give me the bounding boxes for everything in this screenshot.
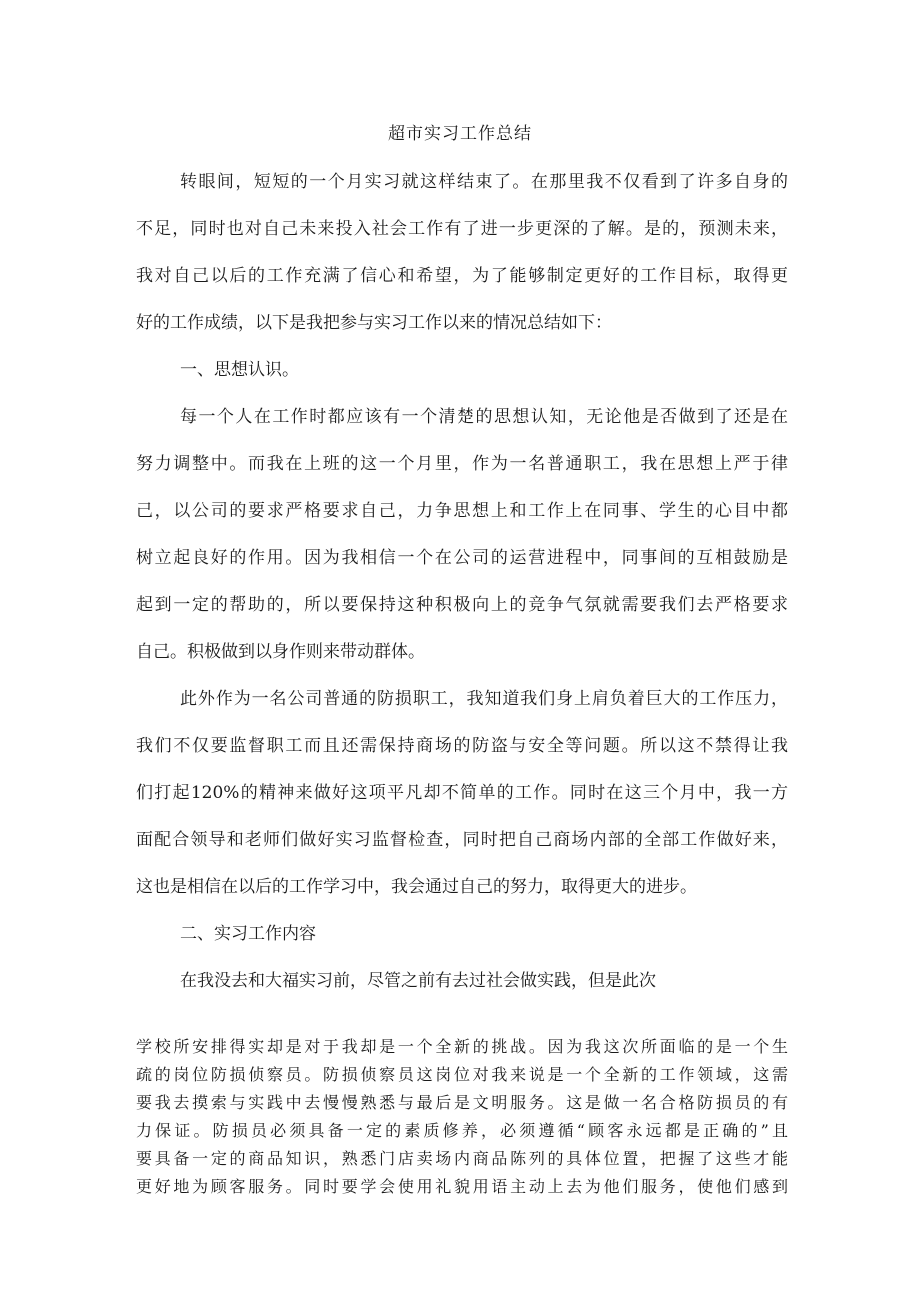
- document-title: 超市实习工作总结: [388, 124, 532, 144]
- document-body: [136, 166, 788, 1012]
- para-2-line: 这也是相信在以后的工作学习中，我会通过自己的努力，取得更大的进步。: [136, 877, 697, 897]
- intro-line: 不足，同时也对自己未来投入社会工作有了进一步更深的了解。是的，预测未来，: [136, 219, 788, 239]
- para-2-line: 面配合领导和老师们做好实习监督检查，同时把自己商场内部的全部工作做好来，: [136, 830, 788, 850]
- para-1-line: 努力调整中。而我在上班的这一个月里，作为一名普通职工，我在思想上严于律: [136, 454, 788, 474]
- para-2-line: 我们不仅要监督职工而且还需保持商场的防盗与安全等问题。所以这不禁得让我: [136, 736, 788, 756]
- para-1-line: 每一个人在工作时都应该有一个清楚的思想认知，无论他是否做到了还是在: [180, 407, 788, 427]
- para-1-line: 树立起良好的作用。因为我相信一个在公司的运营进程中，同事间的互相鼓励是: [136, 548, 788, 568]
- section-heading-2: 二、实习工作内容: [180, 924, 316, 944]
- document-body-continued: [136, 1033, 788, 1201]
- section-heading-1: 一、思想认识。: [180, 360, 299, 380]
- para-3-first-line: 在我没去和大福实习前，尽管之前有去过社会做实践，但是此次: [180, 971, 656, 991]
- para-3-line: 疏的岗位防损侦察员。防损侦察员这岗位对我来说是一个全新的工作领域，这需: [136, 1065, 788, 1084]
- para-1-line: 己，以公司的要求严格要求自己，力争思想上和工作上在同事、学生的心目中都: [136, 501, 788, 521]
- intro-line: 转眼间，短短的一个月实习就这样结束了。在那里我不仅看到了许多自身的: [180, 172, 788, 192]
- para-2-line: 们打起120%的精神来做好这项平凡却不简单的工作。同时在这三个月中，我一方: [136, 783, 788, 803]
- para-3-line: 更好地为顾客服务。同时要学会使用礼貌用语主动上去为他们服务，使他们感到: [136, 1177, 788, 1196]
- para-3-line: 力保证。防损员必须具备一定的素质修养，必须遵循“顾客永远都是正确的”且: [136, 1121, 788, 1140]
- para-3-line: 要我去摸索与实践中去慢慢熟悉与最后是文明服务。这是做一名合格防损员的有: [136, 1093, 788, 1112]
- intro-line: 好的工作成绩，以下是我把参与实习工作以来的情况总结如下：: [136, 313, 612, 333]
- para-3-line: 要具备一定的商品知识，熟悉门店卖场内商品陈列的具体位置，把握了这些才能: [136, 1149, 788, 1168]
- para-3-line: 学校所安排得实却是对于我却是一个全新的挑战。因为我这次所面临的是一个生: [136, 1037, 788, 1056]
- para-1-line: 自己。积极做到以身作则来带动群体。: [136, 642, 425, 662]
- intro-line: 我对自己以后的工作充满了信心和希望，为了能够制定更好的工作目标，取得更: [136, 266, 788, 286]
- para-2-line: 此外作为一名公司普通的防损职工，我知道我们身上肩负着巨大的工作压力，: [180, 689, 788, 709]
- para-1-line: 起到一定的帮助的，所以要保持这种积极向上的竞争气氛就需要我们去严格要求: [136, 595, 788, 615]
